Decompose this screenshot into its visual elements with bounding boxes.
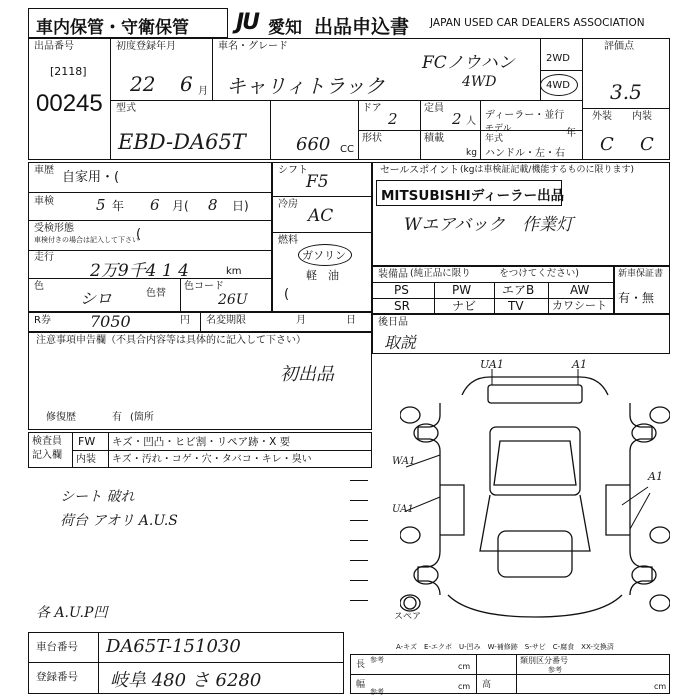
equip-airbag: エアB xyxy=(502,283,535,297)
storage-title: 車内保管・守衛保管 xyxy=(36,18,189,38)
diagram-bed-top xyxy=(488,385,582,403)
later-docs-label: 後日品 xyxy=(378,317,408,328)
recycle-label: R券 xyxy=(34,315,51,326)
car-diagram xyxy=(400,355,670,655)
mileage-label: 走行 xyxy=(34,252,54,263)
equipment-label: 装備品 xyxy=(378,269,408,280)
inspector-fw-items: キズ・凹凸・ヒビ割・リペア跡・X 要 xyxy=(112,436,291,448)
name-change-month: 月 xyxy=(296,315,306,326)
displacement-unit: CC xyxy=(340,144,354,155)
drive-2wd: 2WD xyxy=(546,53,570,64)
class-ref: 参考 xyxy=(548,666,562,674)
equip-aw: AW xyxy=(570,283,590,297)
year-unit: 年 xyxy=(566,128,576,139)
diagram-right-rear xyxy=(630,551,652,595)
fuel-label: 燃料 xyxy=(278,235,298,246)
width-label: 幅 xyxy=(356,680,366,690)
equip-ps: PS xyxy=(394,283,409,297)
org-name: 愛知 xyxy=(268,18,302,38)
capacity-value: 2 xyxy=(452,110,462,128)
mark-top-left: UA1 xyxy=(480,358,504,371)
model-year-label: モデル 年式 xyxy=(485,124,512,145)
receipt-sub: 車検付きの場合は記入して下さい xyxy=(34,236,139,244)
english-name: JAPAN USED CAR DEALERS ASSOCIATION xyxy=(430,17,645,29)
recycle-unit: 円 xyxy=(180,315,190,326)
remark-line-2: 荷台 アオリ A.U.S xyxy=(60,513,178,529)
history-label: 車歴 xyxy=(34,165,54,176)
plate-label: 登録番号 xyxy=(36,671,78,683)
warranty-value: 有・無 xyxy=(618,291,655,305)
later-docs-block xyxy=(372,314,670,354)
length-cm: cm xyxy=(458,662,471,671)
load-label: 積載 xyxy=(424,133,444,144)
load-unit: kg xyxy=(466,148,477,158)
height-label: 高 xyxy=(482,680,492,690)
color-paren: ( xyxy=(284,287,290,302)
model-drive: 4WD xyxy=(462,74,497,90)
diagram-sides xyxy=(440,465,630,551)
type-label: 型式 xyxy=(116,103,136,114)
height-cm: cm xyxy=(654,682,667,691)
registration-label: 初度登録年月 xyxy=(116,41,176,52)
inspector-label: 検査員 記入欄 xyxy=(32,436,62,461)
inspection-year-unit: 年 xyxy=(112,199,125,213)
width-ref: 参考 xyxy=(370,688,384,696)
diagram-light-right xyxy=(650,595,670,611)
diagram-front-view xyxy=(498,531,572,577)
exterior-score: C xyxy=(600,134,614,155)
equip-sr: SR xyxy=(394,299,410,313)
sales-notes: Wエアバック 作業灯 xyxy=(404,215,574,235)
repair-paren: (箇所 xyxy=(130,412,154,423)
model-name: キャリィトラック xyxy=(226,74,385,98)
inspection-label: 車検 xyxy=(34,196,54,207)
drive-4wd: 4WD xyxy=(546,80,570,91)
equip-tv: TV xyxy=(508,299,524,313)
registration-month: 6 xyxy=(180,72,193,96)
diagram-windshield xyxy=(494,441,576,485)
remark-line-1: シート 破れ xyxy=(60,489,135,505)
inspector-int-items: キズ・汚れ・コゲ・穴・タバコ・キレ・臭い xyxy=(112,454,312,465)
doors-label: ドア xyxy=(362,103,382,114)
equip-pw: PW xyxy=(452,283,472,297)
inspection-day-unit: 日) xyxy=(232,199,249,213)
recycle-amount: 7050 xyxy=(90,312,131,331)
inspector-int: 内装 xyxy=(76,454,96,465)
lot-label: 出品番号 xyxy=(34,41,74,52)
mark-left-1: WA1 xyxy=(392,456,416,467)
repair-label: 修復歴 xyxy=(46,412,76,423)
diagram-doors xyxy=(440,485,630,535)
diagram-damage-arrows xyxy=(406,369,650,529)
mark-right: A1 xyxy=(648,470,663,483)
inspector-fw: FW xyxy=(78,435,96,448)
exterior-label: 外装 xyxy=(592,111,612,122)
length-ref: 参考 xyxy=(370,656,384,664)
color-code-label: 色コード xyxy=(184,281,224,292)
equip-navi: ナビ xyxy=(452,299,477,313)
handle-label: ハンドル・左・右 xyxy=(485,148,565,159)
capacity-label: 定員 xyxy=(424,103,444,114)
lot-number: 00245 xyxy=(36,90,103,117)
diagram-step-left xyxy=(400,527,420,543)
sales-point-sub: (kgは車検証記載/機能するものに限ります) xyxy=(460,165,634,175)
receipt-label: 受検形態 xyxy=(34,223,74,234)
aircon-label: 冷房 xyxy=(278,199,298,210)
dealer-label: ディーラー・並行 xyxy=(485,110,565,121)
dealer-badge: MITSUBISHIディーラー出品 xyxy=(381,188,565,204)
mileage-unit: km xyxy=(226,266,242,277)
shift-label: シフト xyxy=(278,165,308,176)
name-change-day: 日 xyxy=(346,315,356,326)
interior-score: C xyxy=(640,134,654,155)
inspection-month: 6 xyxy=(150,196,160,214)
capacity-unit: 人 xyxy=(466,116,476,127)
chassis-label: 車台番号 xyxy=(36,641,78,653)
chassis-value: DA65T-151030 xyxy=(106,636,241,657)
color-value: シロ xyxy=(80,289,113,308)
model-label: 車名・グレード xyxy=(218,41,288,52)
lot-bracket: [2118] xyxy=(50,65,87,78)
remark-line-3: 各 A.U.P凹 xyxy=(36,605,108,621)
later-docs-value: 取説 xyxy=(384,333,417,352)
model-grade: FCノウハン xyxy=(422,53,515,73)
diagram-bumper xyxy=(448,595,622,617)
fuel-diesel: 軽 油 xyxy=(306,269,339,282)
registration-month-unit: 月 xyxy=(198,86,208,97)
repair-value: 有 xyxy=(112,412,122,423)
width-cm: cm xyxy=(458,682,471,691)
form-title: 出品申込書 xyxy=(314,16,410,38)
receipt-paren: ( xyxy=(136,227,142,242)
diagram-hood xyxy=(480,495,590,551)
warranty-label: 新車保証書 xyxy=(618,269,664,279)
diagram-top-arc xyxy=(462,377,608,395)
length-label: 長 xyxy=(356,660,366,670)
registration-year: 22 xyxy=(130,72,156,96)
history-value: 自家用・( xyxy=(62,170,120,185)
mark-top-right: A1 xyxy=(572,358,587,371)
score-value: 3.5 xyxy=(610,80,642,104)
name-change-label: 名変期限 xyxy=(206,315,246,326)
equipment-sub: (純正品に限り をつけてください) xyxy=(410,268,579,279)
fuel-gasoline: ガソリン xyxy=(302,249,346,262)
interior-label: 内装 xyxy=(632,111,652,122)
diagram-mirror-right xyxy=(650,407,670,423)
equip-seat: カワシート xyxy=(552,299,607,312)
mark-left-2: UA1 xyxy=(392,504,414,515)
ju-logo: JU xyxy=(236,10,259,35)
diagram-right-front xyxy=(630,403,652,465)
doors-value: 2 xyxy=(388,110,398,128)
inspection-day: 8 xyxy=(208,196,218,214)
drive-circle-mark xyxy=(540,74,578,96)
shape-label: 形状 xyxy=(362,133,382,144)
inspection-month-unit: 月( xyxy=(172,199,189,213)
aircon-value: AC xyxy=(308,206,334,226)
color-change-label: 色替 xyxy=(146,288,166,299)
diagram-spare-wheel xyxy=(404,597,416,609)
inspection-year: 5 xyxy=(96,196,106,214)
color-code: 26U xyxy=(218,292,248,308)
color-label: 色 xyxy=(34,281,44,292)
notice-label: 注意事項申告欄（不具合内容等は具体的に記入して下さい） xyxy=(36,335,306,346)
mileage-value: 2万9千4 1 4 xyxy=(90,261,189,281)
notice-value: 初出品 xyxy=(280,364,334,385)
sales-point-label: セールスポイント xyxy=(380,165,460,176)
diagram-step-right xyxy=(650,527,670,543)
score-label: 評価点 xyxy=(604,41,634,52)
type-value: EBD-DA65T xyxy=(118,130,246,154)
shift-value: F5 xyxy=(306,172,329,192)
legend: A-キズ E-エクボ U-凹み W-補修跡 S-サビ C-腐食 XX-交換済 xyxy=(396,643,614,651)
class-label: 類別区分番号 xyxy=(520,656,568,665)
displacement-value: 660 xyxy=(296,134,331,155)
spare-label: スペア xyxy=(394,612,422,622)
fuel-circle-mark xyxy=(298,244,352,266)
plate-value: 岐阜 480 さ 6280 xyxy=(110,670,262,691)
diagram-left-rear xyxy=(418,551,440,595)
diagram-mirror-left xyxy=(400,407,420,423)
